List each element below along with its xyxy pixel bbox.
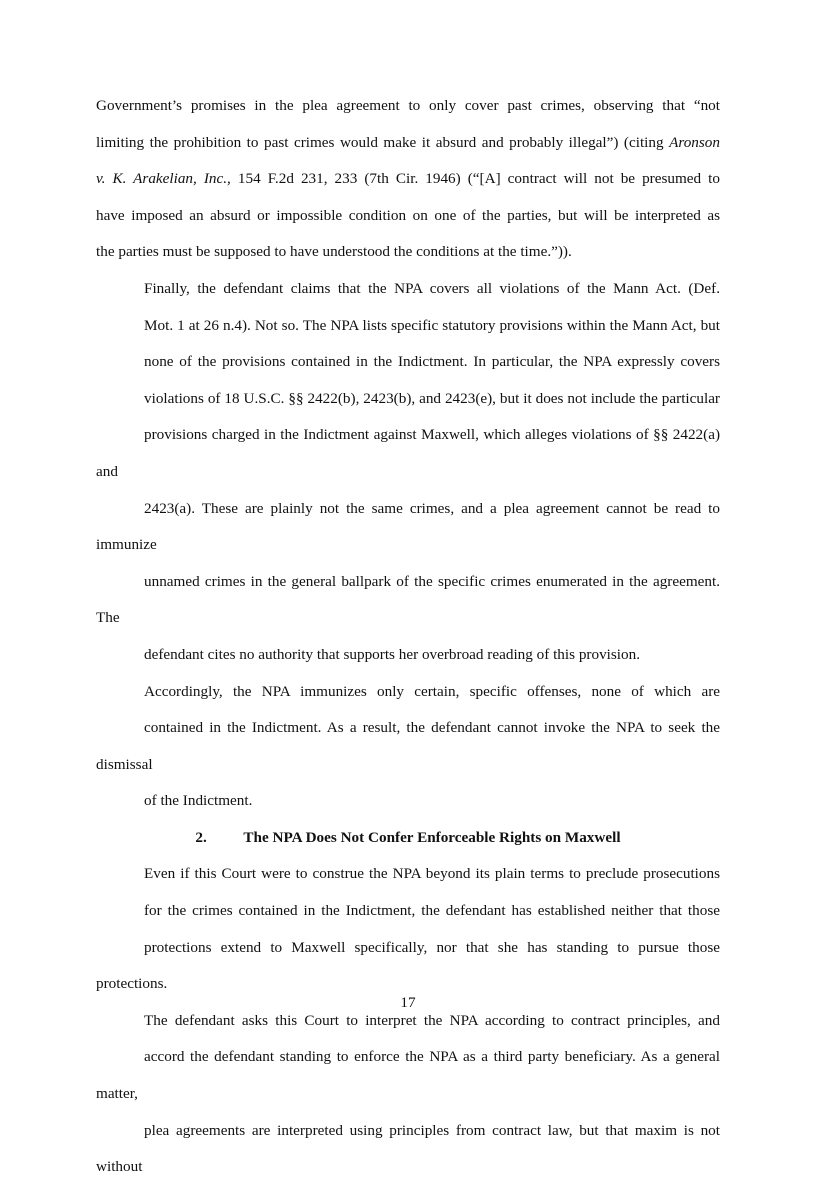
text-line: plea agreements are interpreted using principles from contract law, but that maxim is not without	[96, 1121, 720, 1176]
paragraph-plea-agreement-past-crimes	[96, 88, 720, 271]
text-line: have imposed an absurd or impossible condition on one of the parties, but will be interpreted as	[96, 206, 720, 224]
text-line	[96, 125, 720, 162]
paragraph-construe-npa	[96, 856, 720, 1002]
text-line	[96, 161, 720, 198]
section-title: The NPA Does Not Confer Enforceable Rights on Maxwell	[243, 828, 621, 846]
text-line: Finally, the defendant claims that the NPA covers all violations of the Mann Act. (Def.	[144, 279, 720, 297]
page-number: 17	[400, 994, 416, 1011]
text-line: 2423(a). These are plainly not the same crimes, and a plea agreement cannot be read to immunize	[96, 499, 720, 554]
text-line: for the crimes contained in the Indictment, the defendant has established neither that those	[144, 902, 720, 920]
text-line: contained in the Indictment. As a result, the defendant cannot invoke the NPA to seek the dismissal	[96, 719, 720, 773]
text-line: Government’s promises in the plea agreement to only cover past crimes, observing that “not	[96, 97, 720, 114]
text-line: provisions charged in the Indictment against Maxwell, which alleges violations of §§ 2422(a) and	[96, 426, 720, 480]
text-line: violations of 18 U.S.C. §§ 2422(b), 2423(b), and 2423(e), but it does not include the particular	[144, 389, 720, 407]
text-line: Even if this Court were to construe the NPA beyond its plain terms to preclude prosecutions	[144, 865, 720, 883]
text-line: accord the defendant standing to enforce the NPA as a third party beneficiary. As a general matter,	[96, 1048, 720, 1103]
text-line: Accordingly, the NPA immunizes only certain, specific offenses, none of which are	[144, 682, 720, 700]
text-line: the parties must be supposed to have understood the conditions at the time.”)).	[96, 243, 572, 261]
case-citation: v. K. Arakelian, Inc.	[96, 170, 228, 188]
text-segment: , 154 F.2d 231, 233 (7th Cir. 1946) (“[A] contract will not be presumed to	[227, 170, 720, 188]
text-line: The defendant asks this Court to interpret the NPA according to contract principles, and	[144, 1011, 720, 1029]
case-citation: Aronson	[669, 133, 720, 151]
text-segment: limiting the prohibition to past crimes would make it absurd and probably illegal”) (citing	[96, 133, 670, 151]
text-line: Mot. 1 at 26 n.4). Not so. The NPA lists specific statutory provisions within the Mann Act, but	[144, 316, 720, 334]
paragraph-contract-principles	[96, 1003, 720, 1186]
text-line: defendant cites no authority that supports her overbroad reading of this provision.	[144, 645, 641, 663]
section-heading	[96, 820, 720, 857]
text-line: unnamed crimes in the general ballpark of the specific crimes enumerated in the agreement. The	[96, 572, 720, 627]
text-line: none of the provisions contained in the Indictment. In particular, the NPA expressly covers	[144, 353, 720, 371]
section-number: 2.	[195, 828, 207, 846]
text-line: of the Indictment.	[144, 792, 253, 810]
paragraph-accordingly	[96, 674, 720, 820]
paragraph-mann-act	[96, 271, 720, 674]
text-line: protections extend to Maxwell specifically, nor that she has standing to pursue those protections.	[96, 938, 720, 993]
document-page	[96, 88, 720, 1186]
